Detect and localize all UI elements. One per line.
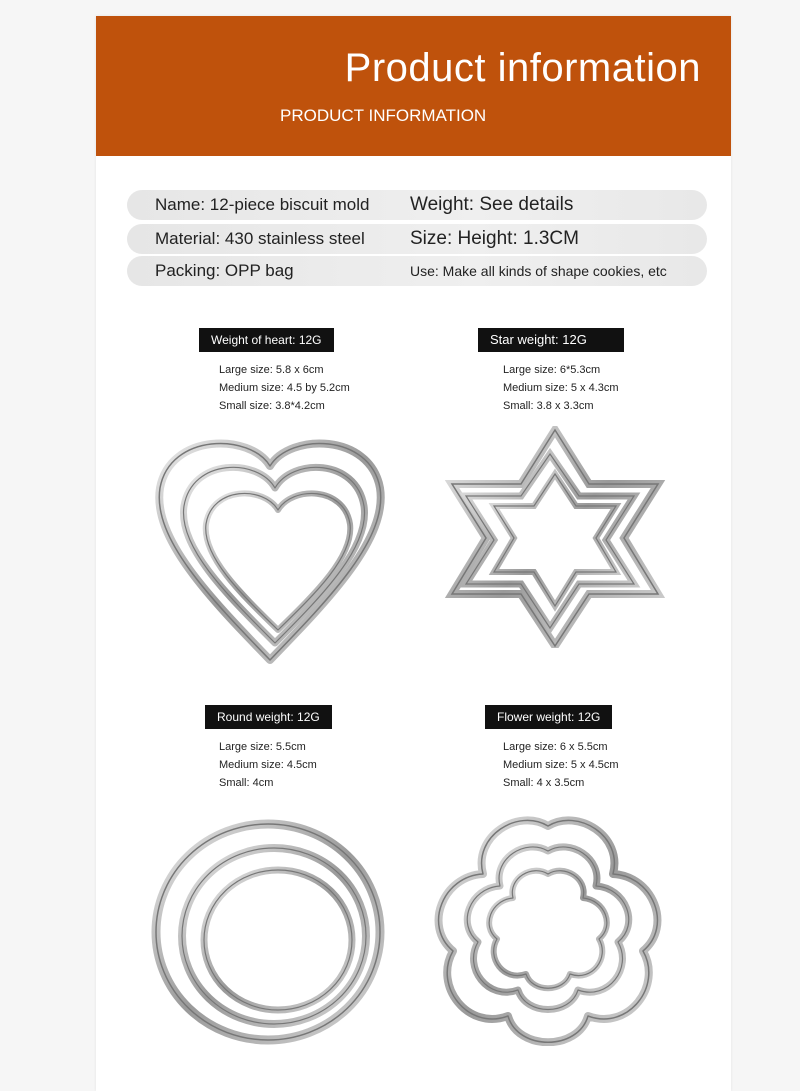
heart-cutter-icon (150, 428, 390, 668)
star-cutter-icon (444, 426, 666, 648)
page-subtitle: PRODUCT INFORMATION (280, 106, 487, 125)
info-row-material (127, 224, 707, 254)
star-specs (503, 361, 619, 415)
round-spec-medium: Medium size: 4.5cm (219, 759, 317, 771)
round-spec-small: Small: 4cm (219, 777, 274, 789)
info-use: Use: Make all kinds of shape cookies, etc (410, 263, 667, 279)
info-name: Name: 12-piece biscuit mold (155, 195, 370, 214)
round-spec-large: Large size: 5.5cm (219, 741, 306, 753)
page-title: Product information (344, 46, 701, 90)
heart-spec-small: Small size: 3.8*4.2cm (219, 400, 325, 412)
info-material: Material: 430 stainless steel (155, 229, 365, 248)
heart-specs (219, 361, 350, 415)
flower-cutter-icon (428, 816, 668, 1046)
header-banner (96, 16, 731, 156)
flower-spec-large: Large size: 6 x 5.5cm (503, 741, 608, 753)
heart-weight-label: Weight of heart: 12G (199, 328, 334, 352)
round-specs (219, 738, 317, 792)
flower-specs (503, 738, 619, 792)
heart-spec-large: Large size: 5.8 x 6cm (219, 364, 324, 376)
flower-spec-medium: Medium size: 5 x 4.5cm (503, 759, 619, 771)
flower-weight-label: Flower weight: 12G (485, 705, 612, 729)
info-row-packing (127, 256, 707, 286)
flower-spec-small: Small: 4 x 3.5cm (503, 777, 585, 789)
info-weight: Weight: See details (410, 194, 574, 215)
star-weight-label: Star weight: 12G (478, 328, 624, 352)
star-spec-small: Small: 3.8 x 3.3cm (503, 400, 594, 412)
info-row-name (127, 190, 707, 220)
heart-spec-medium: Medium size: 4.5 by 5.2cm (219, 382, 350, 394)
round-cutter-icon (150, 812, 386, 1048)
round-weight-label: Round weight: 12G (205, 705, 332, 729)
info-size: Size: Height: 1.3CM (410, 228, 579, 249)
star-spec-large: Large size: 6*5.3cm (503, 364, 601, 376)
info-packing: Packing: OPP bag (155, 261, 294, 280)
star-spec-medium: Medium size: 5 x 4.3cm (503, 382, 619, 394)
